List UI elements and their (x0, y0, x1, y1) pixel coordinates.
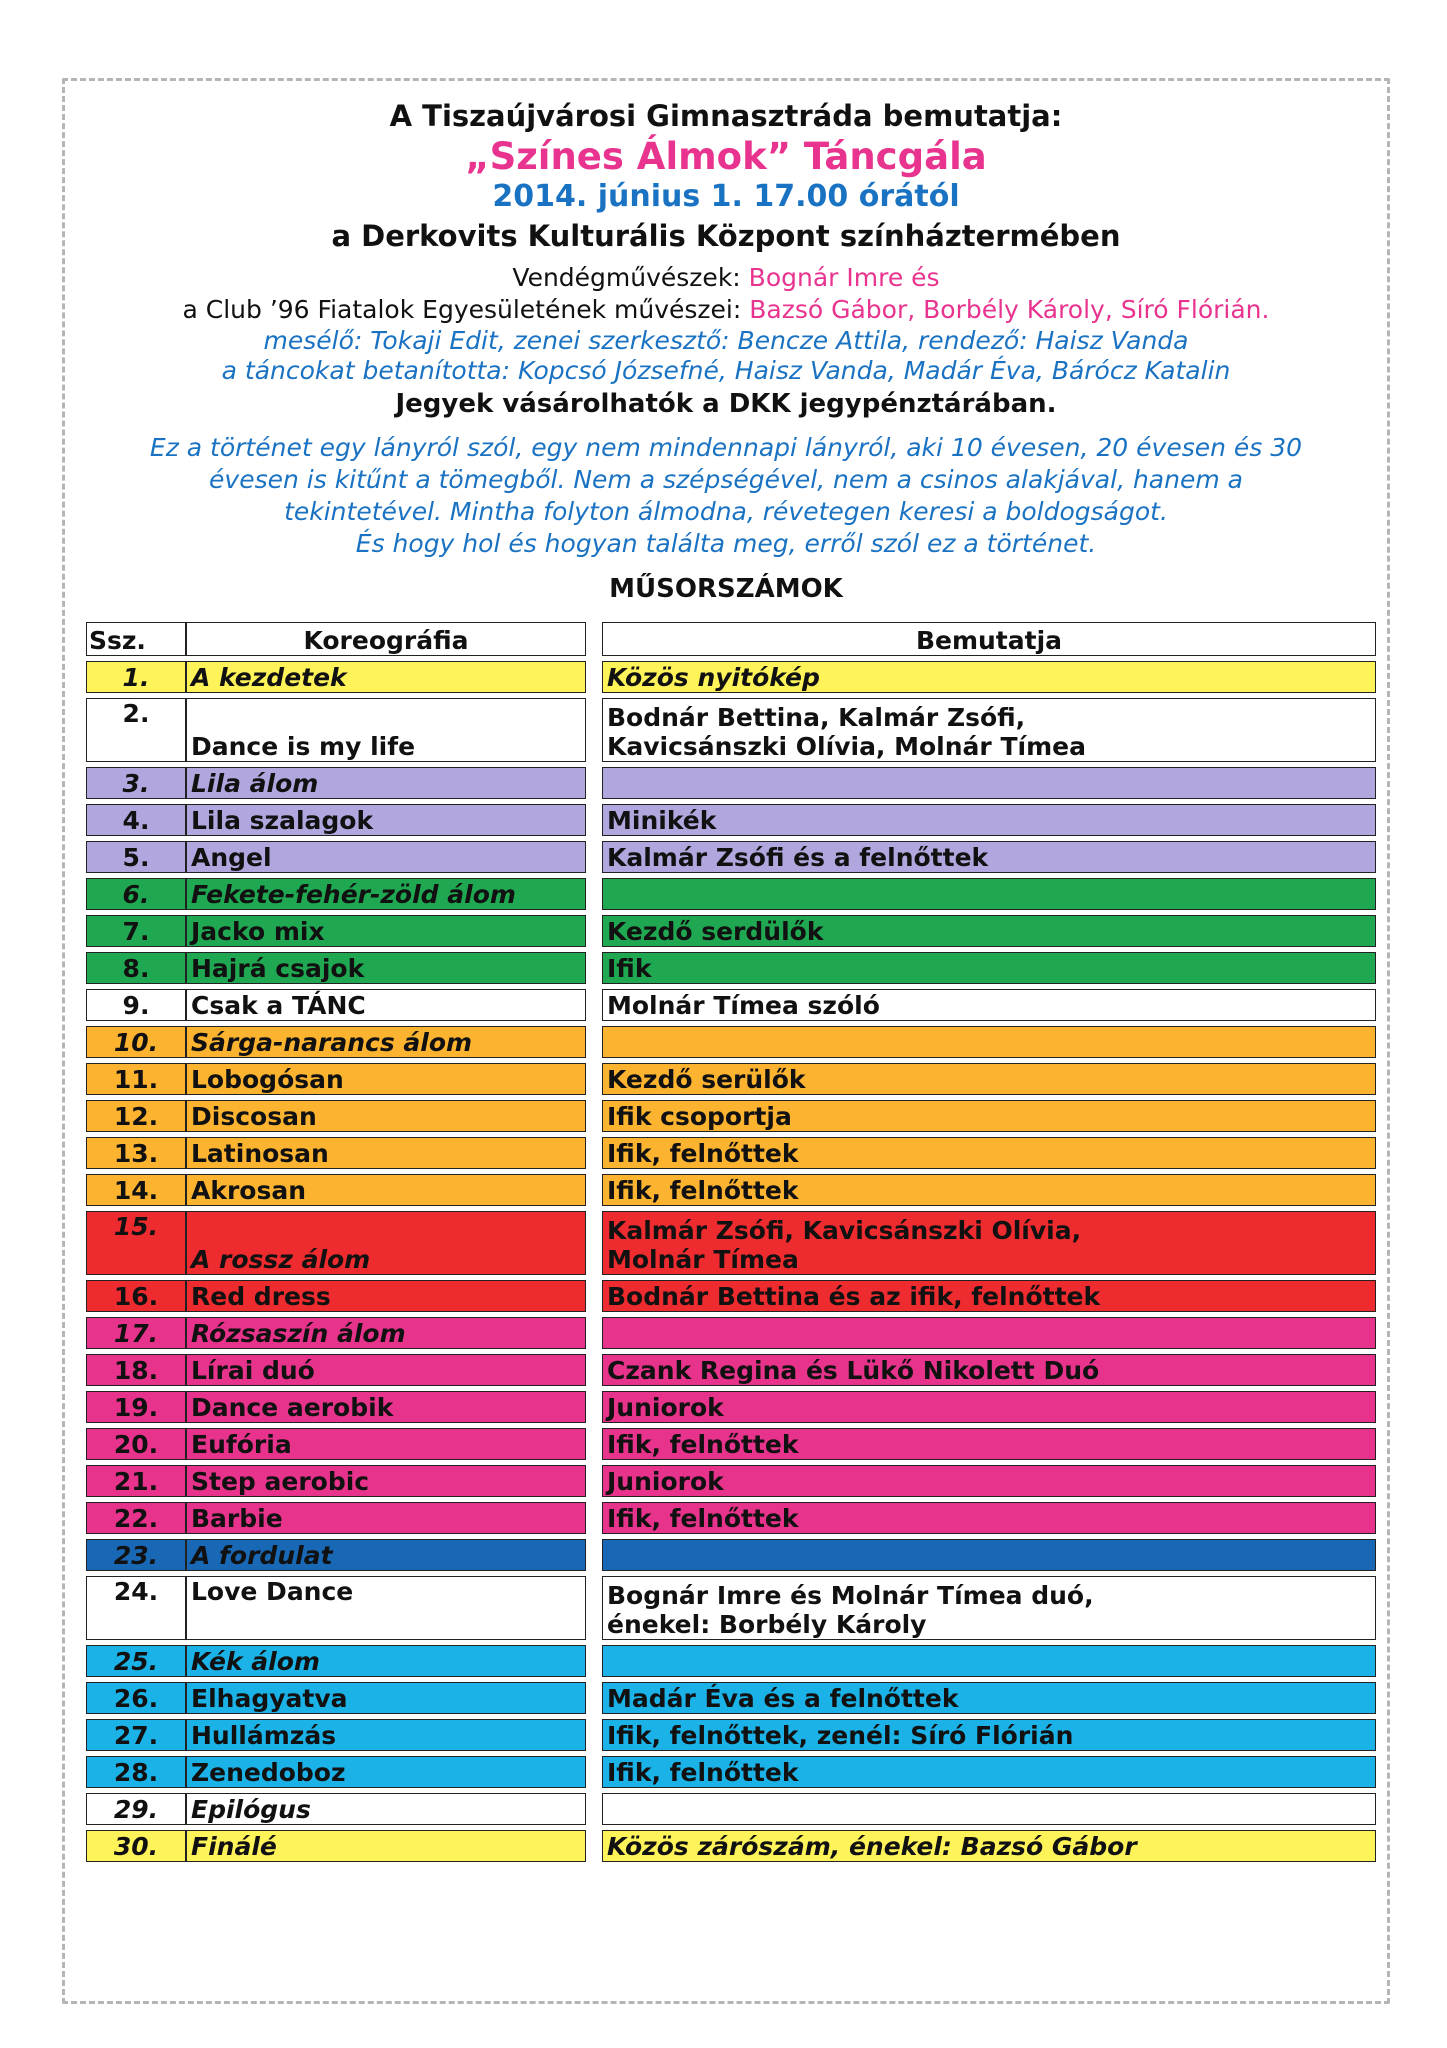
story-line: Ez a történet egy lányról szól, egy nem mindennapi lányról, aki 10 évesen, 20 évesen és 30 (149, 433, 1303, 462)
row-number: 4. (86, 804, 186, 836)
row-performer (602, 698, 1376, 762)
row-performer: Ifik, felnőttek (602, 1428, 1376, 1460)
performer-line: Bodnár Bettina, Kalmár Zsófi, (607, 703, 1026, 732)
row-performer: Közös zárószám, énekel: Bazsó Gábor (602, 1830, 1376, 1862)
row-choreography: Jacko mix (186, 915, 586, 947)
row-choreography: Red dress (186, 1280, 586, 1312)
table-row (86, 1682, 1376, 1714)
row-number: 24. (86, 1576, 186, 1640)
table-row (86, 1830, 1376, 1862)
row-performer: Ifik, felnőttek (602, 1502, 1376, 1534)
row-number: 25. (86, 1645, 186, 1677)
row-choreography: Epilógus (186, 1793, 586, 1825)
column-header-number: Ssz. (86, 622, 186, 656)
row-performer: Madár Éva és a felnőttek (602, 1682, 1376, 1714)
performer-line: Kalmár Zsófi, Kavicsánszki Olívia, (607, 1216, 1082, 1245)
row-choreography: Dance aerobik (186, 1391, 586, 1423)
row-number: 26. (86, 1682, 186, 1714)
row-performer (602, 1793, 1376, 1825)
story-paragraph (62, 432, 1390, 560)
table-row (86, 804, 1376, 836)
table-row (86, 1317, 1376, 1349)
row-performer (602, 1576, 1376, 1640)
table-row (86, 1391, 1376, 1423)
row-choreography: Latinosan (186, 1137, 586, 1169)
club-artists-value: Bazsó Gábor, Borbély Károly, Síró Flórián. (749, 295, 1270, 324)
story-line: évesen is kitűnt a tömegből. Nem a szépségével, nem a csinos alakjával, hanem a (209, 465, 1243, 494)
row-choreography: Angel (186, 841, 586, 873)
row-choreography: Lobogósan (186, 1063, 586, 1095)
row-choreography: Dance is my life (186, 698, 586, 762)
table-row (86, 1211, 1376, 1275)
row-choreography: Elhagyatva (186, 1682, 586, 1714)
row-number: 18. (86, 1354, 186, 1386)
table-row (86, 698, 1376, 762)
row-number: 9. (86, 989, 186, 1021)
row-number: 7. (86, 915, 186, 947)
table-row (86, 1539, 1376, 1571)
row-performer (602, 1026, 1376, 1058)
row-performer: Molnár Tímea szóló (602, 989, 1376, 1021)
row-choreography: Finálé (186, 1830, 586, 1862)
row-performer: Ifik, felnőttek (602, 1756, 1376, 1788)
table-row (86, 767, 1376, 799)
row-number: 20. (86, 1428, 186, 1460)
row-performer (602, 1317, 1376, 1349)
performer-line: Kavicsánszki Olívia, Molnár Tímea (607, 732, 1086, 761)
table-row (86, 1063, 1376, 1095)
table-row (86, 989, 1376, 1021)
story-line: És hogy hol és hogyan találta meg, erről szól ez a történet. (355, 529, 1097, 558)
row-performer: Közös nyitókép (602, 661, 1376, 693)
row-number: 21. (86, 1465, 186, 1497)
credits-line-2: a táncokat betanította: Kopcsó Józsefné, Haisz Vanda, Madár Éva, Bárócz Katalin (221, 356, 1231, 385)
table-row (86, 1100, 1376, 1132)
row-choreography: Barbie (186, 1502, 586, 1534)
table-row (86, 1026, 1376, 1058)
credits-line-1: mesélő: Tokaji Edit, zenei szerkesztő: Bencze Attila, rendező: Haisz Vanda (263, 326, 1189, 355)
row-number: 15. (86, 1211, 186, 1275)
table-row (86, 952, 1376, 984)
row-number: 30. (86, 1830, 186, 1862)
row-number: 19. (86, 1391, 186, 1423)
row-number: 12. (86, 1100, 186, 1132)
row-performer: Juniorok (602, 1465, 1376, 1497)
table-row (86, 1428, 1376, 1460)
row-choreography: Hajrá csajok (186, 952, 586, 984)
row-performer: Bodnár Bettina és az ifik, felnőttek (602, 1280, 1376, 1312)
table-row (86, 1502, 1376, 1534)
tickets-info: Jegyek vásárolhatók a DKK jegypénztárában. (395, 389, 1057, 419)
row-choreography: Discosan (186, 1100, 586, 1132)
club-artists-label: a Club ’96 Fiatalok Egyesületének művészei: (182, 295, 742, 324)
row-choreography: Love Dance (186, 1576, 586, 1640)
table-row (86, 1756, 1376, 1788)
program-table (86, 617, 1376, 1867)
row-number: 10. (86, 1026, 186, 1058)
guest-artists-value: Bognár Imre és (748, 263, 940, 292)
row-performer: Ifik, felnőttek (602, 1137, 1376, 1169)
row-performer: Kezdő serdülők (602, 915, 1376, 947)
row-choreography: Akrosan (186, 1174, 586, 1206)
row-number: 27. (86, 1719, 186, 1751)
row-choreography: Lírai duó (186, 1354, 586, 1386)
row-choreography: Fekete-fehér-zöld álom (186, 878, 586, 910)
row-number: 11. (86, 1063, 186, 1095)
club-artists-line (62, 294, 1390, 326)
row-number: 17. (86, 1317, 186, 1349)
row-performer (602, 1645, 1376, 1677)
performer-line: Molnár Tímea (607, 1245, 799, 1274)
row-performer: Ifik (602, 952, 1376, 984)
row-performer: Juniorok (602, 1391, 1376, 1423)
table-header-row (86, 622, 1376, 656)
row-number: 2. (86, 698, 186, 762)
row-number: 23. (86, 1539, 186, 1571)
row-number: 1. (86, 661, 186, 693)
table-row (86, 1137, 1376, 1169)
row-choreography: A rossz álom (186, 1211, 586, 1275)
row-performer: Ifik csoportja (602, 1100, 1376, 1132)
row-choreography: Hullámzás (186, 1719, 586, 1751)
row-choreography: Rózsaszín álom (186, 1317, 586, 1349)
row-performer: Kezdő serülők (602, 1063, 1376, 1095)
row-choreography: Lila szalagok (186, 804, 586, 836)
table-row (86, 878, 1376, 910)
table-row (86, 1280, 1376, 1312)
table-row (86, 661, 1376, 693)
performer-line: énekel: Borbély Károly (607, 1610, 927, 1639)
table-row (86, 1645, 1376, 1677)
row-choreography: Csak a TÁNC (186, 989, 586, 1021)
table-row (86, 915, 1376, 947)
table-row (86, 1719, 1376, 1751)
row-performer: Czank Regina és Lükő Nikolett Duó (602, 1354, 1376, 1386)
row-performer: Minikék (602, 804, 1376, 836)
row-choreography: Zenedoboz (186, 1756, 586, 1788)
event-title: „Színes Álmok” Táncgála (465, 135, 987, 178)
table-row (86, 841, 1376, 873)
row-number: 14. (86, 1174, 186, 1206)
table-row (86, 1354, 1376, 1386)
row-choreography: Sárga-narancs álom (186, 1026, 586, 1058)
row-number: 28. (86, 1756, 186, 1788)
story-line: tekintetével. Mintha folyton álmodna, révetegen keresi a boldogságot. (284, 497, 1168, 526)
table-row (86, 1174, 1376, 1206)
presenter-line: A Tiszaújvárosi Gimnasztráda bemutatja: (389, 99, 1063, 133)
row-number: 16. (86, 1280, 186, 1312)
table-row (86, 1793, 1376, 1825)
row-number: 6. (86, 878, 186, 910)
row-choreography: Step aerobic (186, 1465, 586, 1497)
row-choreography: Eufória (186, 1428, 586, 1460)
column-header-performer: Bemutatja (602, 622, 1376, 656)
program-section-title: MŰSORSZÁMOK (609, 574, 843, 604)
row-number: 8. (86, 952, 186, 984)
row-number: 13. (86, 1137, 186, 1169)
row-performer (602, 1539, 1376, 1571)
row-performer: Kalmár Zsófi és a felnőttek (602, 841, 1376, 873)
guest-artists-line (62, 262, 1390, 294)
guest-artists-label: Vendégművészek: (512, 263, 741, 292)
row-choreography: A fordulat (186, 1539, 586, 1571)
row-performer (602, 767, 1376, 799)
row-performer: Ifik, felnőttek, zenél: Síró Flórián (602, 1719, 1376, 1751)
row-choreography: Lila álom (186, 767, 586, 799)
table-row (86, 1465, 1376, 1497)
row-performer (602, 878, 1376, 910)
row-number: 29. (86, 1793, 186, 1825)
row-number: 22. (86, 1502, 186, 1534)
row-performer (602, 1211, 1376, 1275)
row-choreography: Kék álom (186, 1645, 586, 1677)
event-venue: a Derkovits Kulturális Központ színháztermében (331, 219, 1121, 253)
row-performer: Ifik, felnőttek (602, 1174, 1376, 1206)
performer-line: Bognár Imre és Molnár Tímea duó, (607, 1581, 1094, 1610)
table-row (86, 1576, 1376, 1640)
column-header-choreography: Koreográfia (186, 622, 586, 656)
row-number: 5. (86, 841, 186, 873)
flyer-header (62, 96, 1390, 606)
row-choreography: A kezdetek (186, 661, 586, 693)
row-number: 3. (86, 767, 186, 799)
event-date-time: 2014. június 1. 17.00 órától (492, 179, 960, 214)
